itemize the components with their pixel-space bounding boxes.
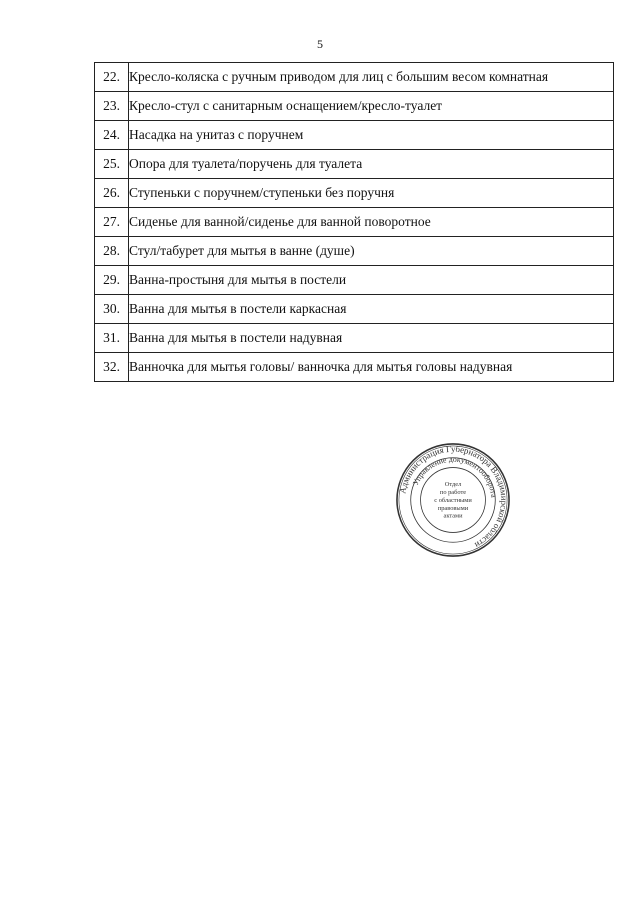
official-stamp — [394, 441, 512, 559]
row-text: Насадка на унитаз с поручнем — [129, 121, 614, 150]
svg-text:по работе: по работе — [439, 489, 467, 497]
row-number: 28. — [95, 237, 129, 266]
row-number: 27. — [95, 208, 129, 237]
stamp-seal-graphic — [394, 441, 512, 559]
row-text: Кресло-стул с санитарным оснащением/кресло-туалет — [129, 92, 614, 121]
row-number: 31. — [95, 324, 129, 353]
table-row — [95, 266, 614, 295]
row-text: Ванна для мытья в постели надувная — [129, 324, 614, 353]
row-text: Сиденье для ванной/сиденье для ванной поворотное — [129, 208, 614, 237]
row-text: Ванна-простыня для мытья в постели — [129, 266, 614, 295]
row-number: 24. — [95, 121, 129, 150]
table-row — [95, 121, 614, 150]
row-number: 25. — [95, 150, 129, 179]
table-row — [95, 63, 614, 92]
svg-text:Администрация Губернатора Влад: Администрация Губернатора Владимирской области — [397, 443, 510, 551]
row-text: Кресло-коляска с ручным приводом для лиц с большим весом комнатная — [129, 63, 614, 92]
svg-text:актами: актами — [443, 512, 463, 520]
row-text: Ступеньки с поручнем/ступеньки без поручня — [129, 179, 614, 208]
row-number: 23. — [95, 92, 129, 121]
table-row — [95, 237, 614, 266]
row-text: Ванночка для мытья головы/ ванночка для мытья головы надувная — [129, 353, 614, 382]
table-row — [95, 353, 614, 382]
table-row — [95, 208, 614, 237]
table-row — [95, 324, 614, 353]
items-table-body — [95, 63, 614, 382]
svg-text:с областными: с областными — [434, 496, 472, 504]
row-number: 26. — [95, 179, 129, 208]
row-number: 32. — [95, 353, 129, 382]
page-number: 5 — [317, 37, 323, 51]
row-number: 22. — [95, 63, 129, 92]
svg-text:правовыми: правовыми — [437, 504, 469, 512]
items-table — [94, 62, 614, 382]
row-text: Ванна для мытья в постели каркасная — [129, 295, 614, 324]
table-row — [95, 92, 614, 121]
row-text: Стул/табурет для мытья в ванне (душе) — [129, 237, 614, 266]
table-row — [95, 295, 614, 324]
table-row — [95, 150, 614, 179]
row-number: 29. — [95, 266, 129, 295]
svg-text:Управление документооборота: Управление документооборота — [410, 454, 499, 499]
row-number: 30. — [95, 295, 129, 324]
svg-text:Отдел: Отдел — [444, 481, 462, 489]
row-text: Опора для туалета/поручень для туалета — [129, 150, 614, 179]
table-row — [95, 179, 614, 208]
